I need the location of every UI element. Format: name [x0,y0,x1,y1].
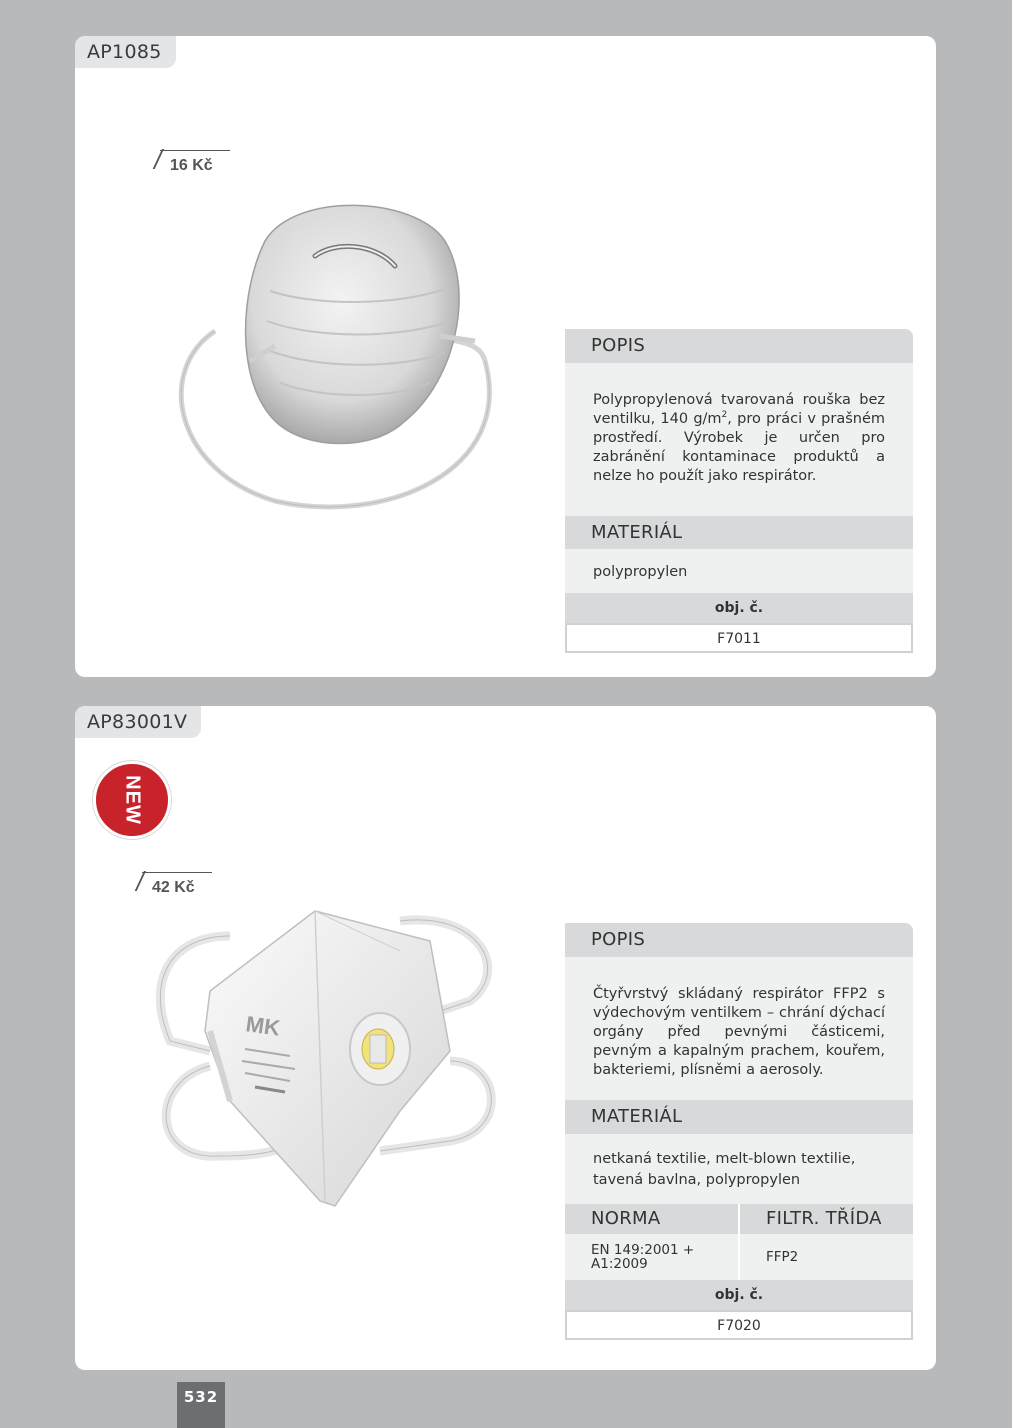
page-number: 532 [177,1382,225,1428]
product-info-panel [565,923,913,1340]
price-label: 42 Kč [142,872,212,897]
order-number-value: F7020 [565,1310,913,1340]
new-badge [93,761,171,839]
product-card-ap1085 [75,36,936,677]
product-info-panel [565,329,913,653]
product-code: AP1085 [75,36,176,68]
price-label: 16 Kč [160,150,230,175]
description-heading: POPIS [565,329,913,363]
mask-brand-print: MK [244,1011,282,1041]
filter-class-heading: FILTR. TŘÍDA [740,1204,913,1234]
order-number-heading: obj. č. [565,1280,913,1310]
description-text: Čtyřvrstvý skládaný respirátor FFP2 s výdechovým ventilkem – chrání dýchací orgány před pevnými částicemi, pevným a kapalným prachem, kouřem, bakteriemi, plísněmi a aerosoly. [593,986,885,1078]
dust-mask-image [155,171,505,521]
order-number-value: F7011 [565,623,913,653]
respirator-mask-image [150,901,510,1221]
material-heading: MATERIÁL [565,1100,913,1134]
new-badge-label: NEW [121,775,144,825]
description-superscript: 2 [721,410,728,421]
description-part-1: Polypropylenová tvarovaná rouška bez ventilku, 140 g/m [593,392,885,427]
description-text [565,363,913,516]
material-text: polypropylen [593,564,688,580]
description-part-2: , pro práci v prašném prostředí. Výrobek je určen pro zabránění kontaminace produktů a nelze ho použít jako respirátor. [593,411,885,484]
norm-table [565,1204,913,1280]
description-heading: POPIS [565,923,913,957]
norm-value: EN 149:2001 + A1:2009 [591,1242,695,1272]
product-code: AP83001V [75,706,201,738]
filter-class-value: FFP2 [766,1249,799,1265]
product-card-ap83001v [75,706,936,1370]
material-heading: MATERIÁL [565,516,913,549]
material-text: netkaná textilie, melt-blown textilie, tavená bavlna, polypropylen [593,1151,856,1188]
order-number-heading: obj. č. [565,593,913,623]
norm-heading: NORMA [565,1204,738,1234]
